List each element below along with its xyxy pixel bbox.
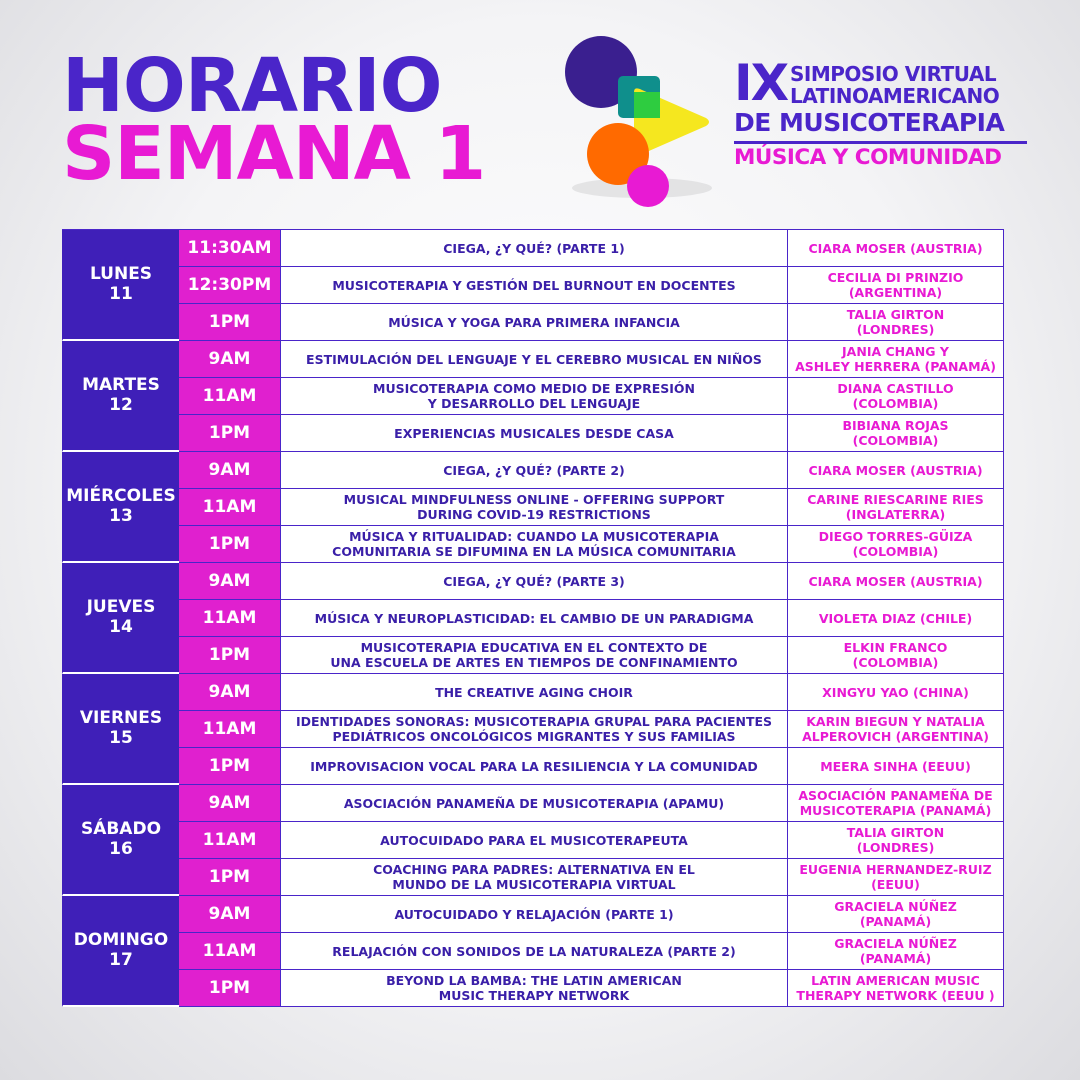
day-date: 16 (109, 838, 133, 859)
session-row (179, 230, 1004, 267)
session-row (179, 267, 1004, 304)
session-time: 9AM (179, 896, 281, 932)
day-label (62, 896, 179, 1007)
session-row (179, 452, 1004, 489)
session-time: 1PM (179, 304, 281, 340)
day-date: 12 (109, 394, 133, 415)
session-time: 11AM (179, 600, 281, 636)
day-name: MARTES (82, 374, 160, 395)
session-speaker: KARIN BIEGUN Y NATALIA ALPEROVICH (ARGENTINA) (788, 711, 1004, 747)
day-label (62, 341, 179, 452)
session-speaker: CIARA MOSER (AUSTRIA) (788, 230, 1004, 266)
session-row (179, 674, 1004, 711)
day-group (62, 341, 1004, 452)
session-talk: BEYOND LA BAMBA: THE LATIN AMERICAN MUSIC THERAPY NETWORK (281, 970, 788, 1006)
session-row (179, 304, 1004, 341)
day-name: JUEVES (86, 596, 156, 617)
session-speaker: VIOLETA DIAZ (CHILE) (788, 600, 1004, 636)
session-row (179, 563, 1004, 600)
session-speaker: GRACIELA NÚÑEZ (PANAMÁ) (788, 896, 1004, 932)
session-talk: EXPERIENCIAS MUSICALES DESDE CASA (281, 415, 788, 451)
day-label (62, 230, 179, 341)
session-speaker: CARINE RIESCARINE RIES (INGLATERRA) (788, 489, 1004, 525)
day-date: 14 (109, 616, 133, 637)
session-time: 11AM (179, 711, 281, 747)
day-group (62, 785, 1004, 896)
title-line-1: HORARIO (62, 43, 442, 129)
session-time: 1PM (179, 970, 281, 1006)
title-line-2: SEMANA 1 (62, 111, 486, 198)
session-talk: MUSICOTERAPIA Y GESTIÓN DEL BURNOUT EN DOCENTES (281, 267, 788, 303)
logo-roman-numeral: IX (734, 54, 788, 112)
session-speaker: TALIA GIRTON (LONDRES) (788, 822, 1004, 858)
day-label (62, 674, 179, 785)
symposium-logo-icon (560, 30, 720, 210)
session-speaker: LATIN AMERICAN MUSIC THERAPY NETWORK (EEUU ) (788, 970, 1004, 1006)
session-row (179, 489, 1004, 526)
session-talk: THE CREATIVE AGING CHOIR (281, 674, 788, 710)
session-speaker: JANIA CHANG Y ASHLEY HERRERA (PANAMÁ) (788, 341, 1004, 377)
logo-line-2: LATINOAMERICANO (790, 84, 1000, 108)
session-time: 9AM (179, 563, 281, 599)
session-row (179, 859, 1004, 896)
session-row (179, 526, 1004, 563)
session-row (179, 748, 1004, 785)
day-date: 17 (109, 949, 133, 970)
session-time: 1PM (179, 526, 281, 562)
day-date: 13 (109, 505, 133, 526)
logo-line-1: SIMPOSIO VIRTUAL (790, 62, 997, 86)
session-talk: IMPROVISACION VOCAL PARA LA RESILIENCIA Y LA COMUNIDAD (281, 748, 788, 784)
session-row (179, 933, 1004, 970)
session-row (179, 600, 1004, 637)
day-name: SÁBADO (80, 818, 162, 839)
session-talk: CIEGA, ¿Y QUÉ? (PARTE 2) (281, 452, 788, 488)
logo-divider (734, 141, 1027, 144)
day-name: LUNES (89, 263, 153, 284)
day-group (62, 452, 1004, 563)
session-time: 11AM (179, 378, 281, 414)
session-speaker: EUGENIA HERNANDEZ-RUIZ (EEUU) (788, 859, 1004, 895)
session-time: 9AM (179, 452, 281, 488)
day-name: VIERNES (79, 707, 163, 728)
session-talk: MUSICOTERAPIA COMO MEDIO DE EXPRESIÓN Y DESARROLLO DEL LENGUAJE (281, 378, 788, 414)
session-row (179, 378, 1004, 415)
day-group (62, 674, 1004, 785)
session-row (179, 970, 1004, 1007)
day-label (62, 452, 179, 563)
day-date: 15 (109, 727, 133, 748)
session-speaker: BIBIANA ROJAS (COLOMBIA) (788, 415, 1004, 451)
session-talk: MÚSICA Y RITUALIDAD: CUANDO LA MUSICOTERAPIA COMUNITARIA SE DIFUMINA EN LA MÚSICA COMUNITARIA (281, 526, 788, 562)
session-talk: ASOCIACIÓN PANAMEÑA DE MUSICOTERAPIA (APAMU) (281, 785, 788, 821)
session-talk: CIEGA, ¿Y QUÉ? (PARTE 1) (281, 230, 788, 266)
session-talk: IDENTIDADES SONORAS: MUSICOTERAPIA GRUPAL PARA PACIENTES PEDIÁTRICOS ONCOLÓGICOS MIGRANTES Y SUS FAMILIAS (281, 711, 788, 747)
page-title (62, 43, 486, 198)
session-speaker: DIANA CASTILLO (COLOMBIA) (788, 378, 1004, 414)
day-label (62, 563, 179, 674)
session-time: 1PM (179, 637, 281, 673)
session-row (179, 637, 1004, 674)
session-talk: AUTOCUIDADO Y RELAJACIÓN (PARTE 1) (281, 896, 788, 932)
session-talk: AUTOCUIDADO PARA EL MUSICOTERAPEUTA (281, 822, 788, 858)
session-time: 1PM (179, 748, 281, 784)
session-speaker: MEERA SINHA (EEUU) (788, 748, 1004, 784)
session-time: 11AM (179, 489, 281, 525)
day-label (62, 785, 179, 896)
session-time: 12:30PM (179, 267, 281, 303)
session-time: 1PM (179, 415, 281, 451)
session-speaker: CIARA MOSER (AUSTRIA) (788, 452, 1004, 488)
session-row (179, 415, 1004, 452)
logo-line-3: DE MUSICOTERAPIA (734, 108, 1005, 137)
session-time: 11:30AM (179, 230, 281, 266)
session-speaker: CIARA MOSER (AUSTRIA) (788, 563, 1004, 599)
schedule-table (62, 229, 1004, 1007)
session-speaker: CECILIA DI PRINZIO (ARGENTINA) (788, 267, 1004, 303)
day-name: DOMINGO (73, 929, 169, 950)
session-time: 9AM (179, 674, 281, 710)
session-talk: MUSICAL MINDFULNESS ONLINE - OFFERING SUPPORT DURING COVID-19 RESTRICTIONS (281, 489, 788, 525)
session-talk: COACHING PARA PADRES: ALTERNATIVA EN EL MUNDO DE LA MUSICOTERAPIA VIRTUAL (281, 859, 788, 895)
session-talk: MUSICOTERAPIA EDUCATIVA EN EL CONTEXTO DE UNA ESCUELA DE ARTES EN TIEMPOS DE CONFINAMIENTO (281, 637, 788, 673)
session-talk: CIEGA, ¿Y QUÉ? (PARTE 3) (281, 563, 788, 599)
session-time: 11AM (179, 933, 281, 969)
session-row (179, 896, 1004, 933)
day-group (62, 896, 1004, 1007)
session-speaker: XINGYU YAO (CHINA) (788, 674, 1004, 710)
session-time: 1PM (179, 859, 281, 895)
day-date: 11 (109, 283, 133, 304)
day-group (62, 563, 1004, 674)
logo-tagline: MÚSICA Y COMUNIDAD (734, 145, 1002, 170)
session-talk: MÚSICA Y YOGA PARA PRIMERA INFANCIA (281, 304, 788, 340)
session-speaker: DIEGO TORRES-GÜIZA (COLOMBIA) (788, 526, 1004, 562)
session-talk: MÚSICA Y NEUROPLASTICIDAD: EL CAMBIO DE UN PARADIGMA (281, 600, 788, 636)
session-talk: ESTIMULACIÓN DEL LENGUAJE Y EL CEREBRO MUSICAL EN NIÑOS (281, 341, 788, 377)
session-talk: RELAJACIÓN CON SONIDOS DE LA NATURALEZA (PARTE 2) (281, 933, 788, 969)
session-time: 9AM (179, 341, 281, 377)
session-speaker: ELKIN FRANCO (COLOMBIA) (788, 637, 1004, 673)
session-row (179, 785, 1004, 822)
day-group (62, 230, 1004, 341)
session-speaker: ASOCIACIÓN PANAMEÑA DE MUSICOTERAPIA (PANAMÁ) (788, 785, 1004, 821)
session-time: 9AM (179, 785, 281, 821)
session-time: 11AM (179, 822, 281, 858)
session-row (179, 711, 1004, 748)
day-name: MIÉRCOLES (66, 485, 176, 506)
session-row (179, 341, 1004, 378)
session-speaker: GRACIELA NÚÑEZ (PANAMÁ) (788, 933, 1004, 969)
session-row (179, 822, 1004, 859)
session-speaker: TALIA GIRTON (LONDRES) (788, 304, 1004, 340)
